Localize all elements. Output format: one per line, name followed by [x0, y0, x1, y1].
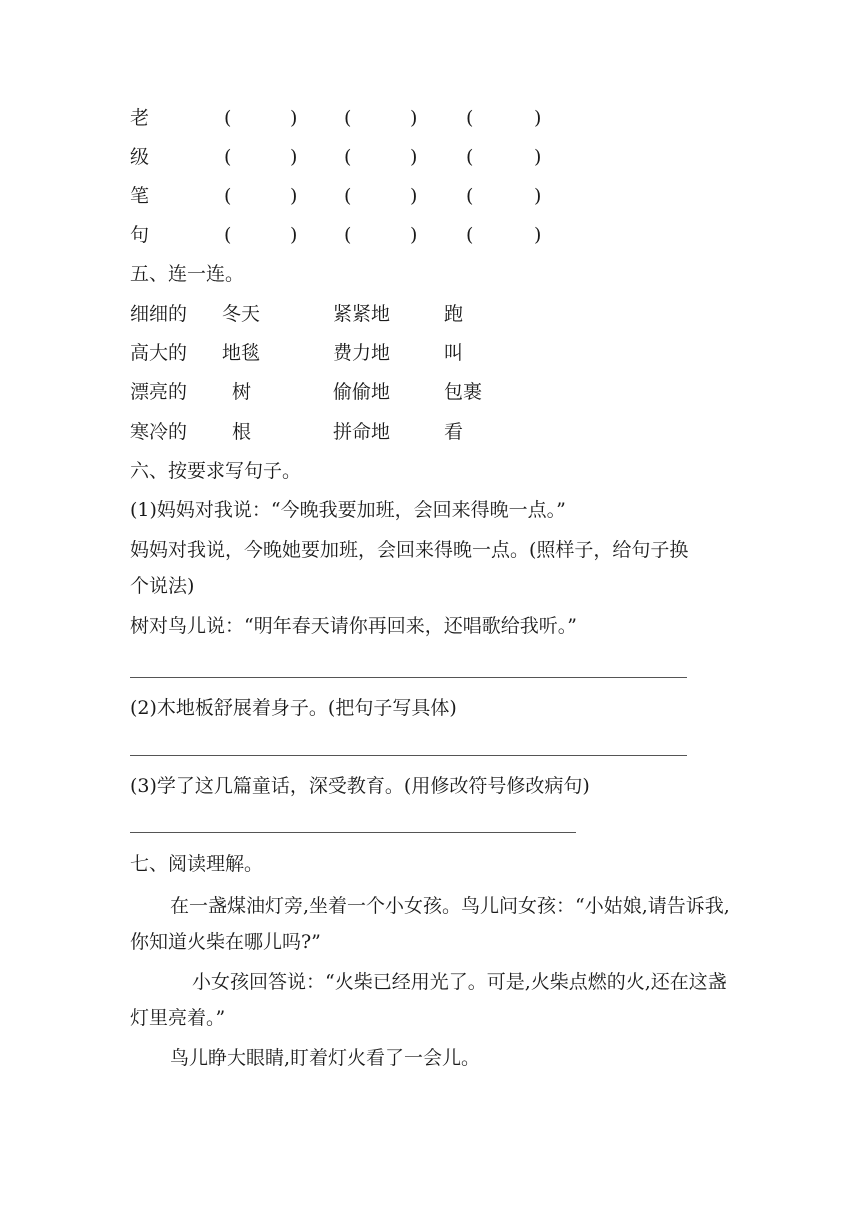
matching-noun: 地毯 [222, 342, 261, 364]
blank-close: ) [534, 107, 542, 129]
blank-close: ) [290, 185, 298, 207]
matching-adjective: 漂亮的 [130, 381, 188, 403]
blank-close: ) [410, 224, 418, 246]
blank-open: ( [466, 224, 474, 246]
blank-open: ( [224, 224, 232, 246]
answer-line-2[interactable] [130, 755, 687, 756]
blank-close: ) [534, 185, 542, 207]
matching-verb: 看 [444, 421, 464, 443]
compound-char: 级 [130, 146, 150, 168]
blank-close: ) [290, 146, 298, 168]
blank-close: ) [534, 146, 542, 168]
matching-adjective: 细细的 [130, 303, 188, 325]
blank-close: ) [290, 224, 298, 246]
blank-open: ( [344, 185, 352, 207]
blank-close: ) [410, 185, 418, 207]
question-2: (2)木地板舒展着身子。(把句子写具体) [130, 697, 457, 719]
matching-adverb: 紧紧地 [333, 303, 391, 325]
compound-char: 老 [130, 107, 150, 129]
blank-open: ( [224, 107, 232, 129]
question-1-task: 树对鸟儿说：“明年春天请你再回来，还唱歌给我听。” [130, 615, 577, 637]
matching-adverb: 偷偷地 [333, 381, 391, 403]
matching-noun: 冬天 [222, 303, 261, 325]
blank-open: ( [466, 146, 474, 168]
reading-paragraph-2: 小女孩回答说：“火柴已经用光了。可是,火柴点燃的火,还在这盏灯里亮着。” [130, 971, 727, 1029]
matching-adverb: 拼命地 [333, 421, 391, 443]
question-3: (3)学了这几篇童话，深受教育。(用修改符号修改病句) [130, 775, 590, 797]
reading-paragraph-3: 鸟儿睁大眼睛,盯着灯火看了一会儿。 [170, 1047, 481, 1069]
compound-char: 笔 [130, 185, 150, 207]
blank-close: ) [290, 107, 298, 129]
blank-open: ( [466, 185, 474, 207]
blank-open: ( [344, 224, 352, 246]
blank-open: ( [466, 107, 474, 129]
matching-verb: 叫 [444, 342, 464, 364]
section-title-sentences: 六、按要求写句子。 [130, 460, 302, 482]
blank-open: ( [224, 146, 232, 168]
matching-adjective: 高大的 [130, 342, 188, 364]
reading-paragraph-1: 在一盏煤油灯旁,坐着一个小女孩。鸟儿问女孩：“小姑娘,请告诉我,你知道火柴在哪儿吗?” [130, 895, 730, 953]
section-title-matching: 五、连一连。 [130, 263, 245, 285]
matching-verb: 跑 [444, 303, 464, 325]
matching-adjective: 寒冷的 [130, 421, 188, 443]
question-1-example-line2: 个说法) [130, 575, 195, 597]
question-1: (1)妈妈对我说：“今晚我要加班，会回来得晚一点。” [130, 499, 566, 521]
matching-verb: 包裹 [444, 381, 483, 403]
compound-char: 句 [130, 224, 150, 246]
question-1-example-line1: 妈妈对我说，今晚她要加班，会回来得晚一点。(照样子，给句子换 [130, 539, 689, 561]
section-title-reading: 七、阅读理解。 [130, 853, 264, 875]
answer-line-3[interactable] [130, 832, 576, 833]
answer-line-1[interactable] [130, 677, 687, 678]
blank-open: ( [344, 107, 352, 129]
matching-noun: 根 [232, 421, 252, 443]
blank-close: ) [410, 107, 418, 129]
matching-adverb: 费力地 [333, 342, 391, 364]
blank-open: ( [224, 185, 232, 207]
blank-close: ) [534, 224, 542, 246]
blank-close: ) [410, 146, 418, 168]
blank-open: ( [344, 146, 352, 168]
matching-noun: 树 [232, 381, 252, 403]
